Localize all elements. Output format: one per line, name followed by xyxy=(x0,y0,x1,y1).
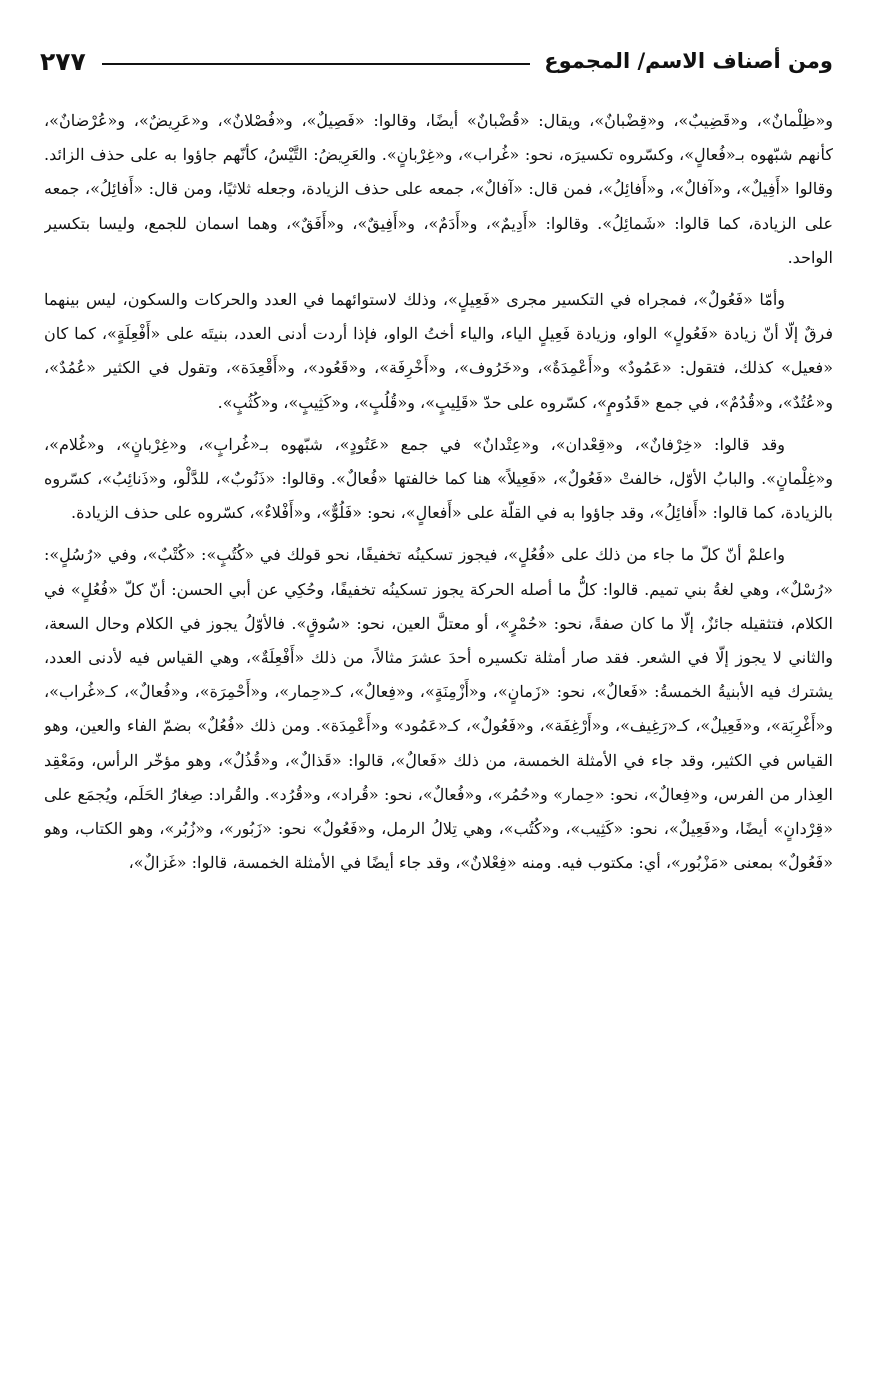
page-header xyxy=(40,38,833,84)
paragraph: واعلمْ أنّ كلّ ما جاء من ذلك على «فُعُلٍ»، فيجوز تسكينُه تخفيفًا، نحو قولك في «كُتُبٍ»: «كُتْبٌ»، وفي «رُسُلٍ»: «رُسْلٌ»، وهي لغةُ بني تميم. قالوا: كلُّ ما أصله الحركة يجوز تسكينُه تخفيفًا، وحُكِي عن أبي الحسن: أنّ كلّ «فُعُلٍ» في الكلام، فتثقيله جائزٌ، إلّا ما كان صفةً، نحو: «حُمْرٍ»، أو معتلَّ العين، نحو: «سُوقٍ». فالأوّلُ يجوز في الكلام وحال السعة، والثاني لا يجوز إلّا في الشعر. فقد صار أمثلة تكسيره أحدَ عشرَ مثالاً، من ذلك «أَفْعِلَةٌ»، وهي القياس فيه لأدنى العدد، يشترك فيه الأبنيةُ الخمسةُ: «فَعالٌ»، نحو: «زَمانٍ»، و«أَزْمِنَةٍ»، و«فِعالٌ»، كـ«حِمار»، و«أَحْمِرَة»، و«فُعالٌ»، كـ«غُراب»، و«أَغْرِبَة»، و«فَعِيلٌ»، كـ«رَغِيف»، و«أَرْغِفَة»، و«فَعُولٌ»، كـ«عَمُود» و«أَعْمِدَة». ومن ذلك «فُعُلٌ» بضمّ الفاء والعين، وهو القياس في الكثير، وقد جاء في الأمثلة الخمسة، من ذلك «فَعالٌ»، قالوا: «قَذالٌ»، و«قُذُلٌ»، وهو مؤخّر الرأس، ومَعْقِد العِذار من الفرس، و«فِعالٌ»، نحو: «حِمار» و«حُمُر»، و«فُعالٌ»، نحو: «قُراد»، و«قُرُد». والقُراد: صِغارُ الحَلَم، ويُجمَع على «قِرْدانٍ» أيضًا، و«فَعِيلٌ»، نحو: «كَثِيب»، و«كُتُب»، وهي تِلالُ الرمل، و«فَعُولٌ» نحو: «زَبُور»، و«زُبُر»، وهو الكتاب، وهو «فَعُولٌ» بمعنى «مَزْبُور»، أي: مكتوب فيه. ومنه «فِعْلانٌ»، وقد جاء أيضًا في الأمثلة الخمسة، قالوا: «غَزالٌ»، xyxy=(44,545,833,873)
paragraph: و«ظِلْمانٌ»، و«قَضِيبٌ»، و«قِضْبانٌ»، ويقال: «قُضْبانٌ» أيضًا، وقالوا: «فَصِيلٌ»، و«فُصْلانٌ»، و«عَرِيضٌ»، و«عُرْضانٌ»، كأنهم شبّهوه بـ«فُعالٍ»، وكسّروه تكسيرَه، نحو: «غُراب»، و«غِرْبانٍ». والعَرِيضُ: التَّيْسُ، كأنّهم جاؤوا به على حذف الزائد. وقالوا «أَفِيلٌ»، و«آفالٌ»، و«أَفائِلُ»، فمن قال: «آفالٌ»، جمعه على حذف الزيادة، وجعله ثلاثيًا، ومن قال: «أَفائِلُ»، جمعه على الزيادة، كما قالوا: «شَمائِلُ». وقالوا: «أَدِيمٌ»، و«أَدَمٌ»، و«أَفِيقٌ»، و«أَفَقٌ»، وهما اسمان للجمع، وليسا بتكسير الواحد. xyxy=(44,111,833,267)
paragraph: وقد قالوا: «خِرْفانٌ»، و«قِعْدان»، و«عِتْدانٌ» في جمع «عَتُودٍ»، شبّهوه بـ«غُرابٍ»، و«غِرْبانٍ»، و«غُلام»، و«غِلْمانٍ». والبابُ الأوّل، خالفتْ «فَعُولٌ»، «فَعِيلاً» هنا كما خالفتها «فُعالٌ». وقالوا: «ذَنُوبٌ»، للدَّلْو، و«ذَنائِبُ»، كسّروه بالزيادة، كما قالوا: «أَفائِلُ»، وقد جاؤوا به في القلّة على «أَفعالٍ»، نحو: «فَلُوٌّ»، و«أَفْلاءٌ»، كسّروه على حذف الزيادة. xyxy=(44,434,833,523)
running-title: ومن أصناف الاسم/ المجموع xyxy=(544,49,833,73)
paragraph: وأمّا «فَعُولٌ»، فمجراه في التكسير مجرى «فَعِيلٍ»، وذلك لاستوائهما في العدد والحركات والسكون، ليس بينهما فرقٌ إلّا أنّ زيادة «فَعُولٍ» الواو، وزيادة فَعِيلٍ الياء، والياء أختُ الواو، فإذا أردت أدنى العدد، بنيتَه على «أَفْعِلَةٍ»، كما كان «فعيل» كذلك، فتقول: «عَمُودٌ» و«أَعْمِدَةٌ»، و«خَرُوف»، و«أَخْرِفَة»، و«قَعُود»، و«أَقْعِدَة»، وتقول في الكثير «عُمُدٌ»، و«عُتُدٌ»، و«قُدُمٌ»، في جمع «قَدُومٍ»، كسّروه على حدّ «قَلِيبٍ»، و«قُلُبٍ»، و«كَثِيبٍ»، و«كُثُبٍ». xyxy=(44,290,833,412)
header-rule xyxy=(102,63,530,65)
page-number: ٢٧٧ xyxy=(40,46,86,76)
body-text xyxy=(44,104,833,1366)
